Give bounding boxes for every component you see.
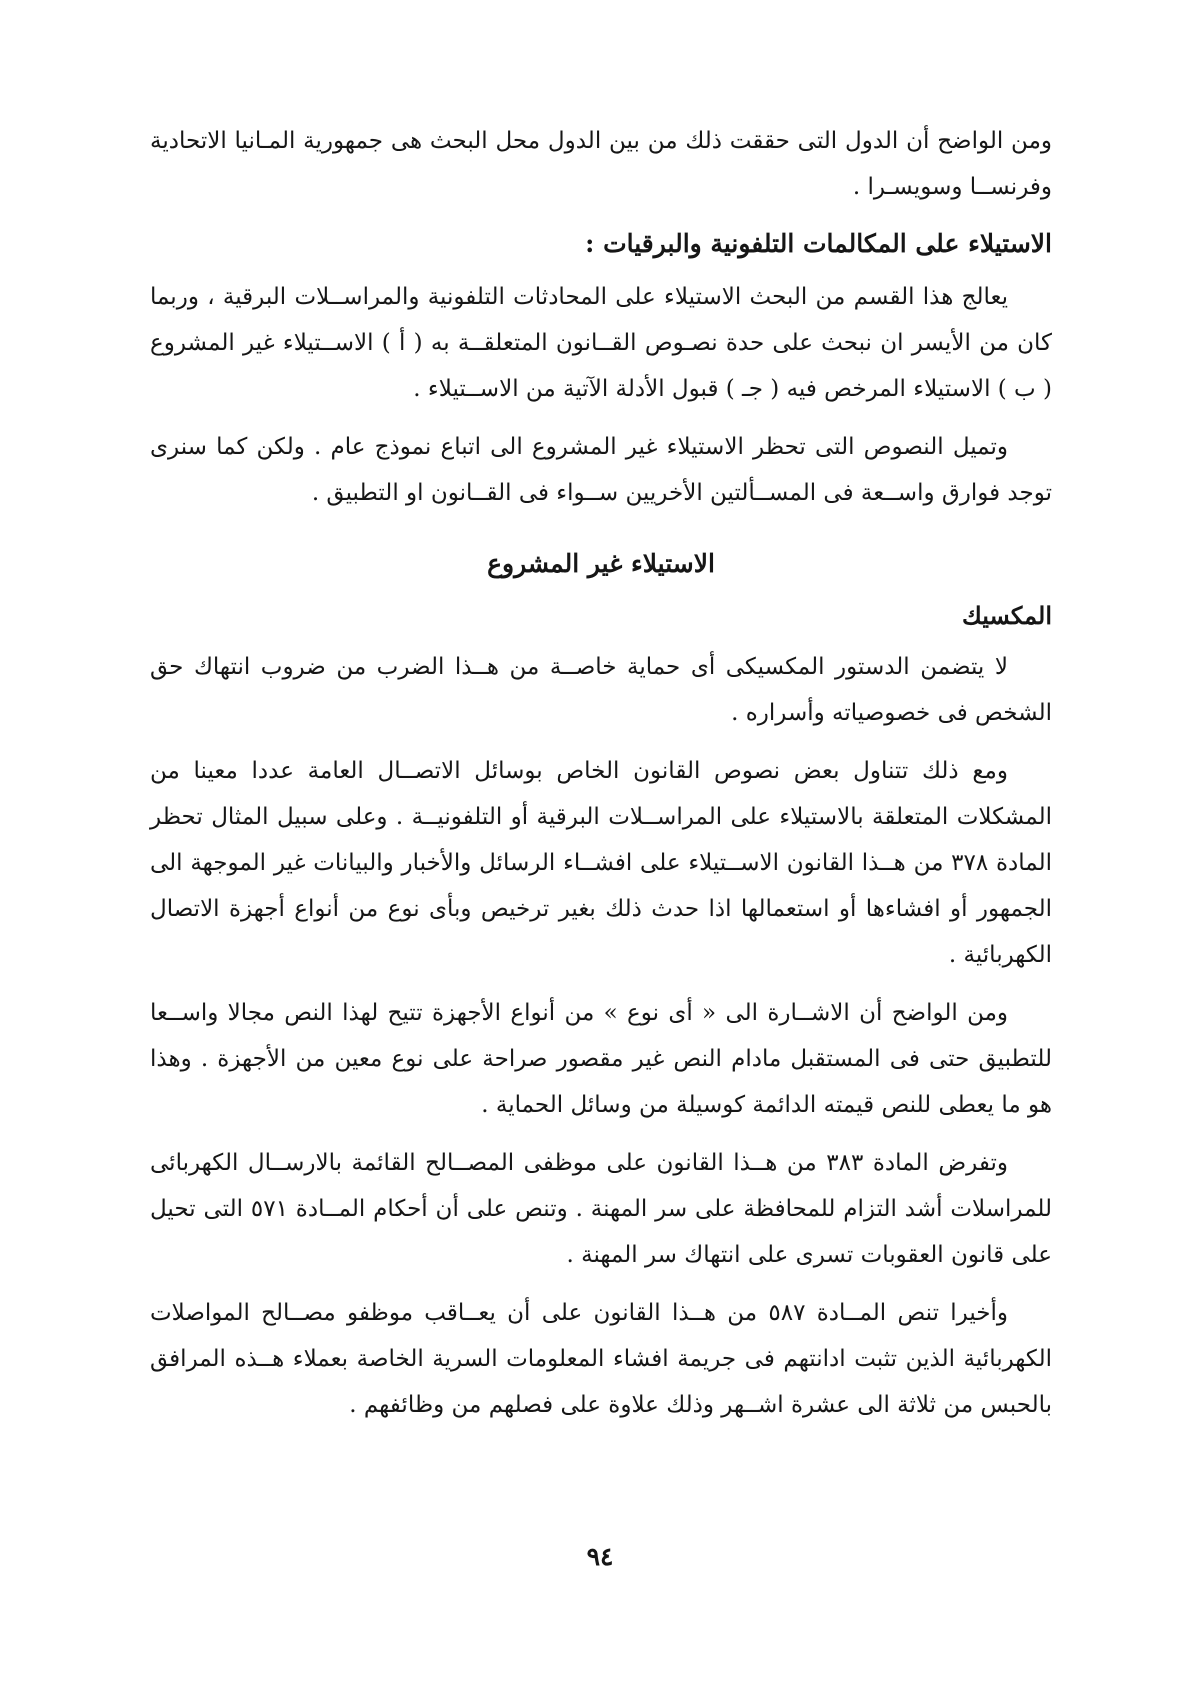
mexico-paragraph-4: وتفرض المادة ٣٨٣ من هــذا القانون على موظفى المصــالح القائمة بالارســال الكهربائى للمراسلات أشد التزام للمحافظة على سر المهنة . وتنص على أن أحكام المــادة ٥٧١ التى تحيل على قانون العقوبات تسرى على انتهاك سر المهنة . xyxy=(150,1150,1052,1268)
mexico-paragraph-5: وأخيرا تنص المــادة ٥٨٧ من هــذا القانون على أن يعــاقب موظفو مصــالح المواصلات الكهربائية الذين تثبت ادانتهم فى جريمة افشاء المعلومات السرية الخاصة بعملاء هــذه المرافق بالحبس من ثلاثة الى عشرة اشــهر وذلك علاوة على فصلهم من وظائفهم . xyxy=(150,1300,1052,1418)
page-number: ٩٤ xyxy=(586,1542,614,1571)
section1-paragraph-1: يعالج هذا القسم من البحث الاستيلاء على المحادثات التلفونية والمراســلات البرقية ، وربما كان من الأيسر ان نبحث على حدة نصـوص القــانون المتعلقــة به ( أ ) الاســتيلاء غير المشروع ( ب ) الاستيلاء المرخص فيه ( جـ ) قبول الأدلة الآتية من الاســتيلاء . xyxy=(150,284,1052,402)
mexico-paragraph-1: لا يتضمن الدستور المكسيكى أى حماية خاصــة من هــذا الضرب من ضروب انتهاك حق الشخص فى خصوصياته وأسراره . xyxy=(150,654,1052,726)
subheading-mexico: المكسيك xyxy=(962,601,1052,630)
section-heading-interception-calls: الاستيلاء على المكالمات التلفونية والبرقيات : xyxy=(585,229,1052,258)
mexico-paragraph-3: ومن الواضح أن الاشــارة الى « أى نوع » من أنواع الأجهزة تتيح لهذا النص مجالا واســعا للتطبيق حتى فى المستقبل مادام النص غير مقصور صراحة على نوع معين من الأجهزة . وهذا هو ما يعطى للنص قيمته الدائمة كوسيلة من وسائل الحماية . xyxy=(150,1000,1052,1118)
section-heading-illegal-interception: الاستيلاء غير المشروع xyxy=(487,549,715,578)
intro-paragraph: ومن الواضح أن الدول التى حققت ذلك من بين الدول محل البحث هى جمهورية المـانيا الاتحادية وفرنســا وسويسـرا . xyxy=(150,128,1052,200)
mexico-paragraph-2: ومع ذلك تتناول بعض نصوص القانون الخاص بوسائل الاتصــال العامة عددا معينا من المشكلات المتعلقة بالاستيلاء على المراســلات البرقية أو التلفونيــة . وعلى سبيل المثال تحظر المادة ٣٧٨ من هــذا القانون الاســتيلاء على افشــاء الرسائل والأخبار والبيانات غير الموجهة الى الجمهور أو افشاءها أو استعمالها اذا حدث ذلك بغير ترخيص وبأى نوع من أنواع أجهزة الاتصال الكهربائية . xyxy=(150,758,1052,968)
document-page xyxy=(150,118,1052,1440)
section1-paragraph-2: وتميل النصوص التى تحظر الاستيلاء غير المشروع الى اتباع نموذج عام . ولكن كما سنرى توجد فوارق واســعة فى المســألتين الأخريين ســواء فى القــانون او التطبيق . xyxy=(150,434,1052,506)
